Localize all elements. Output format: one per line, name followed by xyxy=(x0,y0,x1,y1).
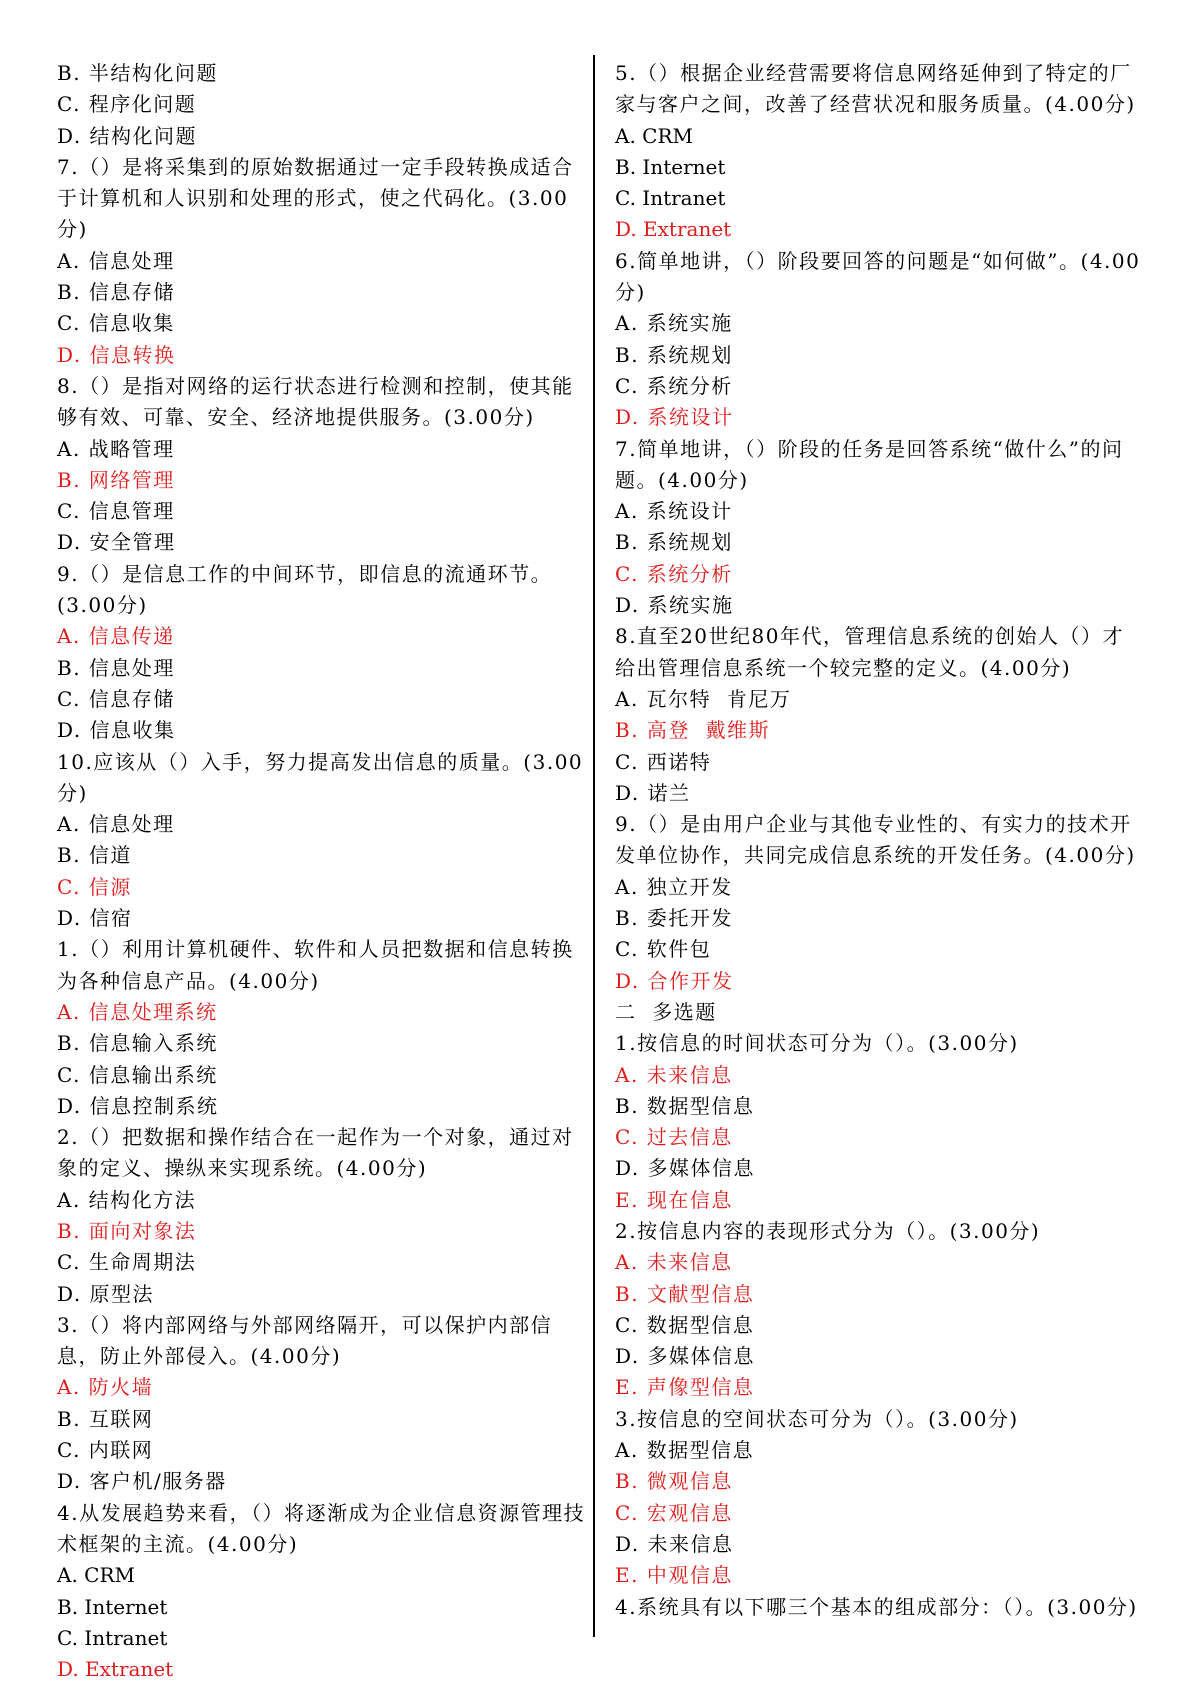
answer-option: C. 信息输出系统 xyxy=(57,1062,218,1087)
answer-option: D. 结构化问题 xyxy=(57,123,198,148)
answer-option: A. CRM xyxy=(615,123,693,148)
question-text: 2.按信息内容的表现形式分为（）。(3.00分) xyxy=(615,1218,1041,1243)
correct-answer-option: C. 信源 xyxy=(57,874,132,899)
answer-option: C. 系统分析 xyxy=(615,373,733,398)
correct-answer-option: B. 高登 戴维斯 xyxy=(615,718,771,743)
correct-answer-option: C. 系统分析 xyxy=(615,561,733,586)
answer-option: B. Internet xyxy=(615,154,726,179)
correct-answer-option: B. 面向对象法 xyxy=(57,1218,197,1243)
column-divider xyxy=(593,55,595,1637)
answer-option: A. 结构化方法 xyxy=(57,1187,197,1212)
answer-option: B. 互联网 xyxy=(57,1406,154,1431)
answer-option: B. Internet xyxy=(57,1594,168,1619)
correct-answer-option: A. 未来信息 xyxy=(615,1250,733,1275)
question-text: 4.系统具有以下哪三个基本的组成部分：（）。(3.00分) xyxy=(615,1594,1138,1619)
answer-option: A. 信息处理 xyxy=(57,812,175,837)
correct-answer-option: B. 文献型信息 xyxy=(615,1281,755,1306)
question-text: 10.应该从（）入手，努力提高发出信息的质量。(3.00分) xyxy=(57,749,584,805)
question-text: 2.（）把数据和操作结合在一起作为一个对象，通过对象的定义、操纵来实现系统。(4.00分) xyxy=(57,1125,574,1181)
question-text: 5.（）根据企业经营需要将信息网络延伸到了特定的厂家与客户之间，改善了经营状况和服务质量。(4.00分) xyxy=(615,61,1136,117)
answer-option: D. 信息收集 xyxy=(57,718,176,743)
question-text: 8.（）是指对网络的运行状态进行检测和控制，使其能够有效、可靠、安全、经济地提供服务。(3.00分) xyxy=(57,373,574,430)
correct-answer-option: C. 宏观信息 xyxy=(615,1500,733,1525)
question-text: 1.按信息的时间状态可分为（）。(3.00分) xyxy=(615,1031,1019,1056)
answer-option: B. 信息存储 xyxy=(57,280,175,305)
correct-answer-option: E. 中观信息 xyxy=(615,1563,733,1588)
answer-option: D. 多媒体信息 xyxy=(615,1344,756,1369)
question-text: 3.按信息的空间状态可分为（）。(3.00分) xyxy=(615,1406,1019,1431)
answer-option: C. 信息管理 xyxy=(57,499,175,524)
right-column xyxy=(615,58,1145,1623)
question-text: 9.（）是信息工作的中间环节，即信息的流通环节。(3.00分) xyxy=(57,561,553,618)
correct-answer-option: E. 现在信息 xyxy=(615,1187,733,1212)
question-text: 9.（）是由用户企业与其他专业性的、有实力的技术开发单位协作，共同完成信息系统的开发任务。(4.00分) xyxy=(615,812,1136,868)
answer-option: C. 数据型信息 xyxy=(615,1312,755,1337)
correct-answer-option: A. 未来信息 xyxy=(615,1062,733,1087)
answer-option: A. 数据型信息 xyxy=(615,1438,755,1463)
answer-option: A. 系统设计 xyxy=(615,499,733,524)
question-text: 二 多选题 xyxy=(615,999,717,1024)
correct-answer-option: D. 合作开发 xyxy=(615,968,734,993)
answer-option: A. CRM xyxy=(57,1563,135,1588)
answer-option: A. 信息处理 xyxy=(57,248,175,273)
correct-answer-option: D. 系统设计 xyxy=(615,405,734,430)
answer-option: C. 软件包 xyxy=(615,937,712,962)
answer-option: C. 内联网 xyxy=(57,1438,154,1463)
answer-option: D. 未来信息 xyxy=(615,1531,734,1556)
answer-option: D. 信息控制系统 xyxy=(57,1093,219,1118)
answer-option: B. 半结构化问题 xyxy=(57,61,218,85)
correct-answer-option: B. 微观信息 xyxy=(615,1469,733,1494)
answer-option: B. 信息输入系统 xyxy=(57,1031,218,1056)
question-text: 3.（）将内部网络与外部网络隔开，可以保护内部信息，防止外部侵入。(4.00分) xyxy=(57,1312,553,1369)
answer-option: C. Intranet xyxy=(57,1625,168,1650)
correct-answer-option: D. Extranet xyxy=(615,217,732,242)
answer-option: C. 西诺特 xyxy=(615,749,712,774)
answer-option: B. 系统规划 xyxy=(615,342,733,367)
correct-answer-option: D. 信息转换 xyxy=(57,342,176,367)
correct-answer-option: A. 防火墙 xyxy=(57,1375,154,1400)
answer-option: A. 独立开发 xyxy=(615,874,733,899)
left-column xyxy=(57,58,587,1685)
answer-option: A. 战略管理 xyxy=(57,436,175,461)
question-text: 7.（）是将采集到的原始数据通过一定手段转换成适合于计算机和人识别和处理的形式，使之代码化。(3.00分) xyxy=(57,154,574,242)
answer-option: D. 信宿 xyxy=(57,906,133,931)
answer-option: D. 客户机/服务器 xyxy=(57,1469,227,1494)
answer-option: C. 信息收集 xyxy=(57,311,175,336)
answer-option: D. 安全管理 xyxy=(57,530,176,555)
answer-option: D. 诺兰 xyxy=(615,780,691,805)
question-text: 4.从发展趋势来看，（）将逐渐成为企业信息资源管理技术框架的主流。(4.00分) xyxy=(57,1500,586,1556)
question-text: 8.直至20世纪80年代，管理信息系统的创始人（）才给出管理信息系统一个较完整的定义。(4.00分) xyxy=(615,624,1124,680)
answer-option: B. 信道 xyxy=(57,843,132,868)
correct-answer-option: A. 信息传递 xyxy=(57,624,175,649)
correct-answer-option: A. 信息处理系统 xyxy=(57,999,218,1024)
answer-option: D. 多媒体信息 xyxy=(615,1156,756,1181)
correct-answer-option: E. 声像型信息 xyxy=(615,1375,755,1400)
answer-option: C. 程序化问题 xyxy=(57,92,197,117)
answer-option: A. 系统实施 xyxy=(615,311,733,336)
answer-option: B. 委托开发 xyxy=(615,906,733,931)
question-text: 7.简单地讲，（）阶段的任务是回答系统“做什么”的问题。(4.00分) xyxy=(615,436,1124,492)
answer-option: B. 数据型信息 xyxy=(615,1093,755,1118)
answer-option: C. Intranet xyxy=(615,186,726,211)
question-text: 6.简单地讲，（）阶段要回答的问题是“如何做”。(4.00分) xyxy=(615,248,1141,305)
answer-option: B. 信息处理 xyxy=(57,655,175,680)
correct-answer-option: B. 网络管理 xyxy=(57,467,175,492)
answer-option: D. 系统实施 xyxy=(615,593,734,618)
answer-option: A. 瓦尔特 肯尼万 xyxy=(615,686,792,711)
question-text: 1.（）利用计算机硬件、软件和人员把数据和信息转换为各种信息产品。(4.00分) xyxy=(57,937,574,993)
answer-option: D. 原型法 xyxy=(57,1281,155,1306)
answer-option: B. 系统规划 xyxy=(615,530,733,555)
answer-option: C. 信息存储 xyxy=(57,686,175,711)
answer-option: C. 生命周期法 xyxy=(57,1250,197,1275)
correct-answer-option: C. 过去信息 xyxy=(615,1125,733,1150)
correct-answer-option: D. Extranet xyxy=(57,1657,174,1682)
